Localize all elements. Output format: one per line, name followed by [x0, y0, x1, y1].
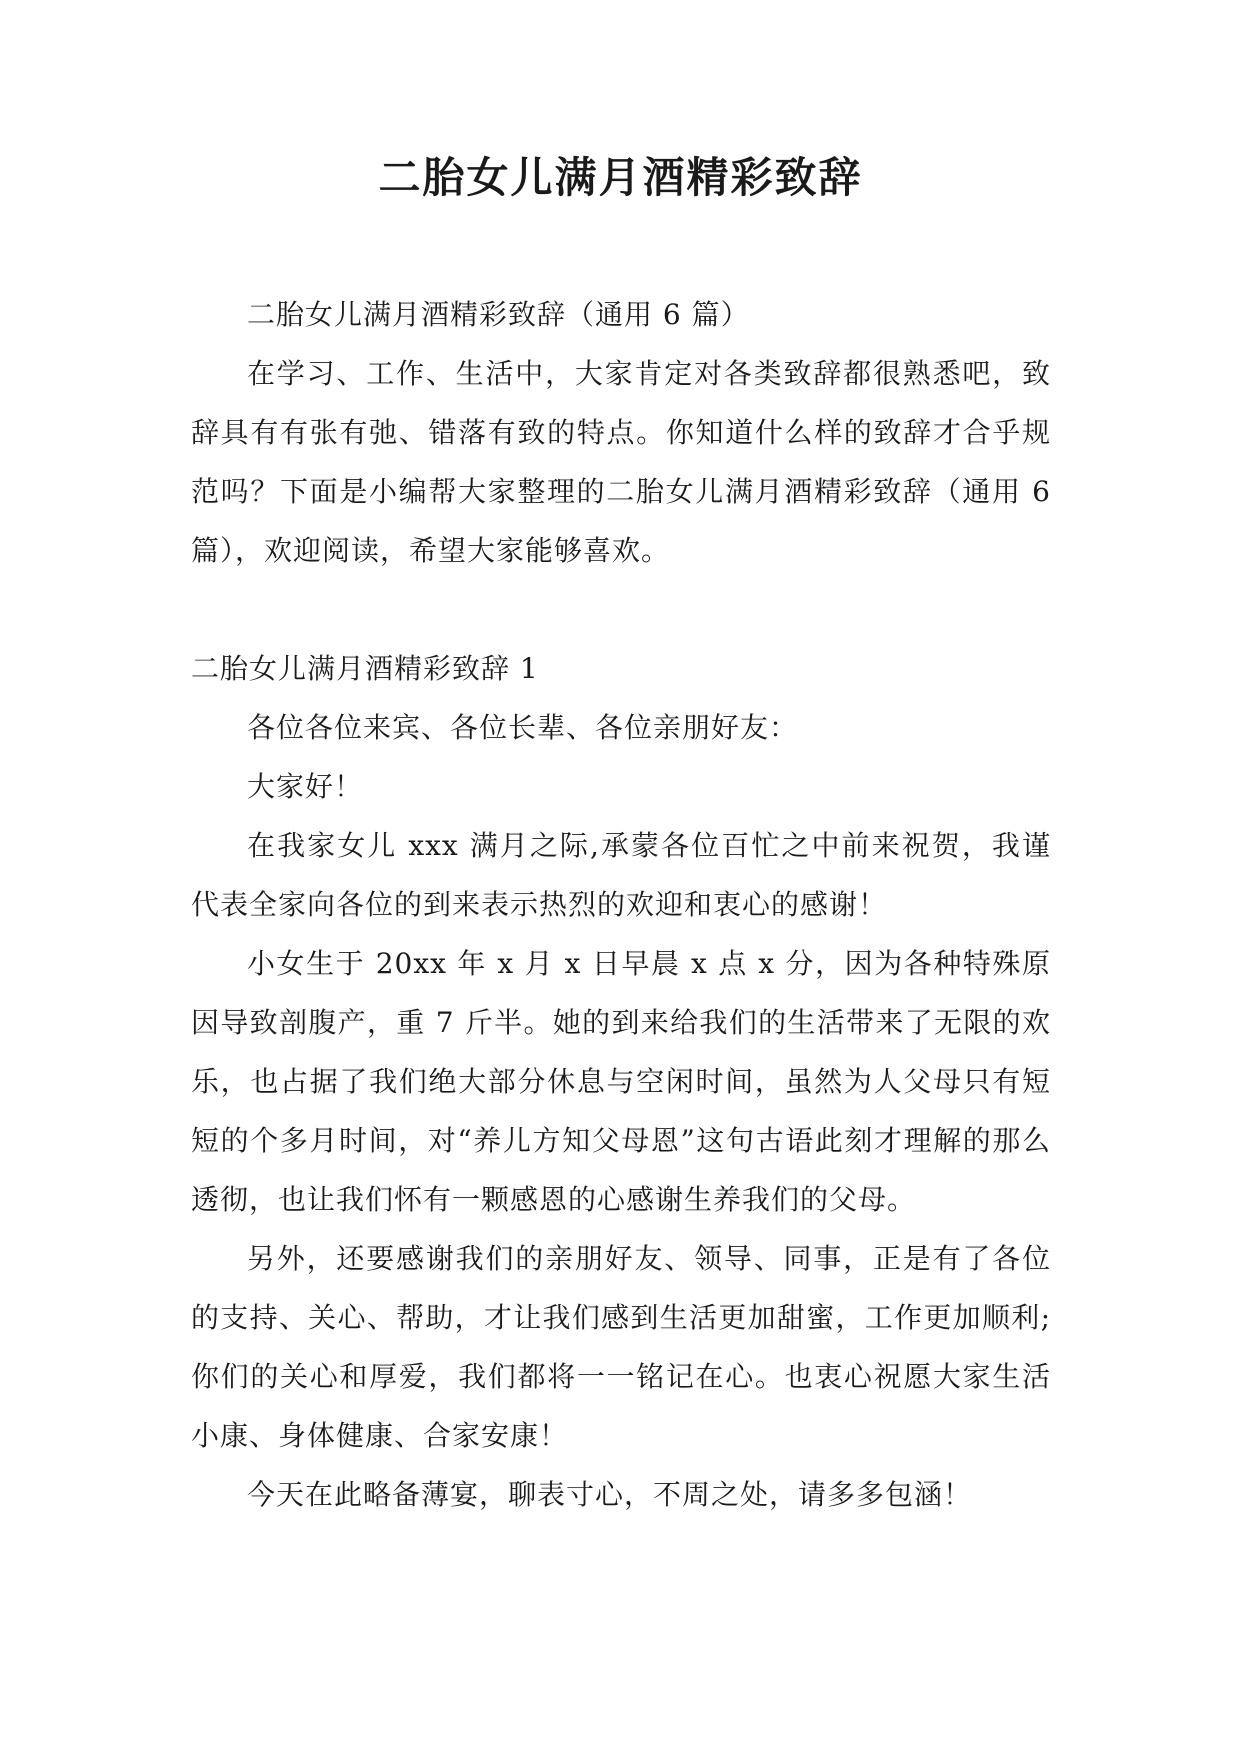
greeting-paragraph: 大家好！	[247, 770, 364, 803]
body-paragraph: 今天在此略备薄宴，聊表寸心，不周之处，请多多包涵！	[247, 1478, 973, 1511]
document-subtitle: 二胎女儿满月酒精彩致辞（通用 6 篇）	[247, 298, 750, 331]
section-heading: 二胎女儿满月酒精彩致辞 1	[191, 652, 539, 685]
body-paragraph: 另外，还要感谢我们的亲朋好友、领导、同事，正是有了各位的支持、关心、帮助，才让我们感到生活更加甜蜜，工作更加顺利; 你们的关心和厚爱，我们都将一一铭记在心。也衷心祝愿大家生活小康、身体健康、合家安康！	[191, 1242, 1051, 1452]
document-body	[191, 285, 1051, 1524]
intro-paragraph: 在学习、工作、生活中，大家肯定对各类致辞都很熟悉吧，致辞具有有张有弛、错落有致的特点。你知道什么样的致辞才合乎规范吗？下面是小编帮大家整理的二胎女儿满月酒精彩致辞（通用 6 篇），欢迎阅读，希望大家能够喜欢。	[191, 357, 1051, 567]
body-paragraph: 小女生于 20xx 年 x 月 x 日早晨 x 点 x 分，因为各种特殊原因导致剖腹产，重 7 斤半。她的到来给我们的生活带来了无限的欢乐，也占据了我们绝大部分休息与空闲时间，虽然为人父母只有短短的个多月时间，对“养儿方知父母恩”这句古语此刻才理解的那么透彻，也让我们怀有一颗感恩的心感谢生养我们的父母。	[191, 947, 1051, 1216]
body-paragraph: 在我家女儿 xxx 满月之际,承蒙各位百忙之中前来祝贺，我谨代表全家向各位的到来表示热烈的欢迎和衷心的感谢！	[191, 829, 1051, 921]
document-title: 二胎女儿满月酒精彩致辞	[378, 153, 863, 202]
salutation-paragraph: 各位各位来宾、各位长辈、各位亲朋好友：	[247, 711, 799, 744]
